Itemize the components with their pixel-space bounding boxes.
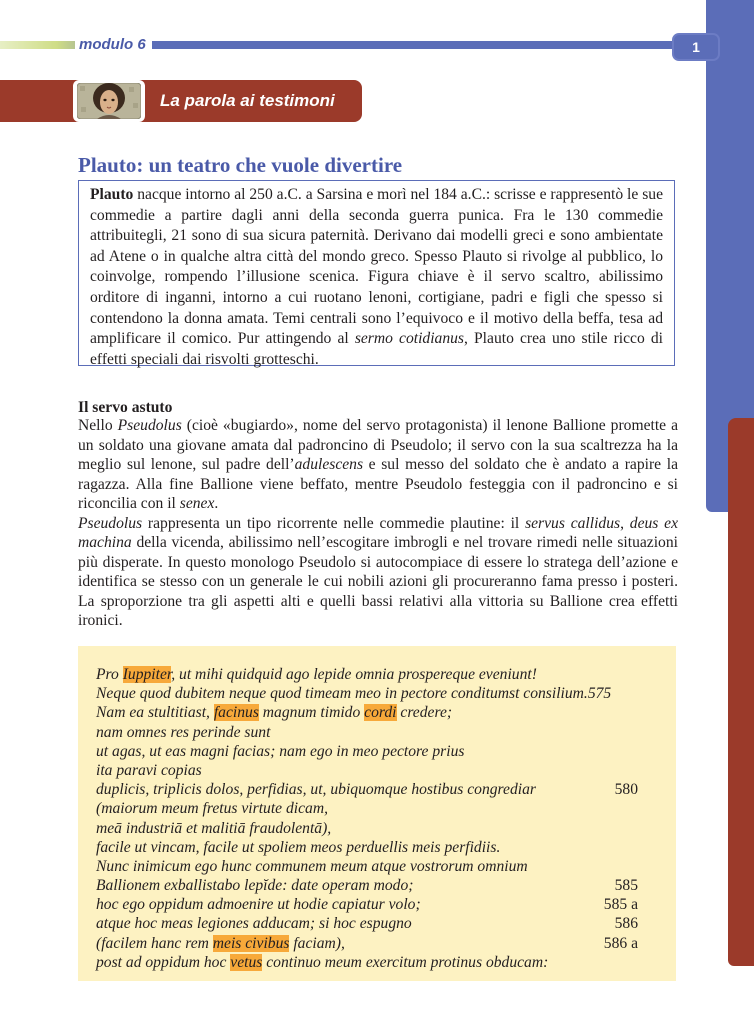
text-run: della vicenda, abilissimo nell’escogitare imbrogli e nel trovare rimedi nelle situazioni più disperate. In questo monologo Pseudolo si autocompiace di essere lo stratega dell’azione e identifica se stesso con un generale le cui nobili azioni gli procureranno fama presso i posteri. La sproporzione tra gli aspetti alti e quelli bassi relativi alla vittoria su Ballione crea effetti ironici.: [78, 534, 678, 629]
verse-text: magnum timido: [258, 704, 365, 722]
side-tab-red: [728, 418, 754, 966]
italic-term: Pseudolus: [78, 514, 143, 532]
intro-italic-term: sermo cotidianus: [354, 330, 465, 348]
verse-line: [96, 953, 638, 972]
verse-text: Neque quod dubitem neque quod timeam meo in pectore conditumst consilium.575: [96, 685, 612, 703]
verse-text: , ut mihi quidquid ago lepide omnia prospereque eveniunt!: [171, 666, 537, 683]
verse-line: [96, 934, 638, 953]
verse-text: Pro: [96, 666, 123, 683]
section-body: [78, 416, 678, 631]
verse-text: ut agas, ut eas magni facias; nam ego in meo pectore prius: [96, 742, 465, 760]
highlighted-word: meis civibus: [212, 934, 290, 952]
line-number: 586 a: [603, 934, 638, 952]
verse-line: [96, 665, 638, 684]
verse-line: [96, 857, 638, 876]
text-run: Nello: [78, 417, 118, 434]
verse-line: [96, 703, 638, 722]
verse-text: hoc ego oppidum admoenire ut hodie capiatur volo;: [96, 896, 421, 914]
highlighted-word: Iuppiter: [122, 666, 172, 683]
highlighted-word: facinus: [213, 704, 259, 722]
highlighted-word: vetus: [230, 953, 263, 971]
text-run: .: [214, 495, 219, 512]
verse-line: [96, 819, 638, 838]
verse-line: [96, 895, 638, 914]
verse-line: [96, 876, 638, 895]
verse-line: [96, 780, 638, 799]
section-paragraph: [78, 514, 678, 631]
verse-text: facile ut vincam, facile ut spoliem meos perduellis meis perfidiis.: [96, 838, 501, 856]
italic-term: Pseudolus: [117, 417, 182, 434]
text-run: e sul messo del soldato che è andato a rapire la ragazza. Alla fine Ballione viene beffato, mentre Pseudolo festeggia con il padroncino e si riconcilia con il: [78, 456, 678, 512]
line-number: 586: [614, 915, 638, 933]
verse-text: nam omnes res perinde sunt: [96, 723, 271, 741]
intro-box: [78, 180, 675, 366]
verse-line: [96, 761, 638, 780]
mosaic-portrait-image: [73, 80, 145, 122]
text-run: (cioè «bugiardo», nome del servo protagonista) il lenone Ballione promette a un soldato una giovane amata dal padroncino di Pseudolo; il servo con la sua scaltrezza ha la meglio sul lenone, sul padre dell’: [78, 417, 678, 473]
article-title: Plauto: un teatro che vuole divertire: [78, 153, 403, 177]
italic-term: deus ex machina: [78, 514, 679, 551]
verse-line: [96, 742, 638, 761]
intro-text: nacque intorno al 250 a.C. a Sarsina e morì nel 184 a.C.: scrisse e rappresentò le sue commedie a partire dagli anni della seconda guerra punica. Fra le 130 commedie attribuitegli, 21 sono di sua sicura paternità. Derivano dai modelli greci e sono ambientate ad Atene o in qualche altra città del mondo greco. Spesso Plauto si rivolge al pubblico, lo coinvolge, rompendo l’illusione scenica. Figura chiave è il servo scaltro, abilissimo orditore di inganni, intorno a cui ruotano lenoni, cortigiane, padri e figli che spesso si contendono la donna amata. Temi centrali sono l’equivoco e il motivo della beffa, tesa ad amplificare il comico. Pur attingendo al: [90, 186, 663, 348]
verse-text: duplicis, triplicis dolos, perfidias, ut, ubiquomque hostibus congrediar: [96, 781, 536, 799]
intro-text-end: , Plauto crea uno stile ricco di effetti speciali dai risvolti grotteschi.: [90, 330, 663, 368]
section-heading: Il servo astuto: [78, 399, 173, 416]
italic-term: adulescens: [294, 456, 364, 473]
verse-text: faciam),: [289, 934, 345, 952]
italic-term: senex: [179, 495, 215, 512]
page-number-badge: 1: [672, 33, 720, 61]
verse-line: [96, 684, 638, 703]
section-paragraph: [78, 416, 678, 514]
verse-text: post ad oppidum hoc: [96, 953, 231, 971]
verse-line: [96, 914, 638, 933]
verse-text: ita paravi copias: [96, 761, 202, 779]
verse-text: Ballionem exballistabo lepĭde: date operam modo;: [96, 877, 414, 895]
italic-term: servus callidus: [525, 514, 621, 532]
line-number: 585: [614, 877, 638, 895]
verse-text: Nunc inimicum ego hunc communem meum atque vostrorum omnium: [96, 857, 528, 875]
verse-text: meā industriā et malitiā fraudolentā),: [96, 819, 332, 837]
latin-text: [96, 665, 638, 972]
banner-title: La parola ai testimoni: [160, 91, 335, 110]
verse-text: Nam ea stultitiast,: [96, 704, 214, 722]
verse-line: [96, 723, 638, 742]
verse-text: atque hoc meas legiones adducam; si hoc espugno: [96, 915, 412, 933]
text-run: rappresenta un tipo ricorrente nelle commedie plautine: il: [142, 514, 526, 532]
text-run: ,: [620, 514, 630, 532]
verse-text: continuo meum exercitum protinus obducam:: [262, 953, 549, 971]
intro-lead: Plauto: [90, 186, 134, 203]
verse-text: (maiorum meum fretus virtute dicam,: [96, 800, 328, 818]
verse-text: credere;: [396, 704, 453, 722]
line-number: 585 a: [603, 896, 638, 914]
verse-text: (facilem hanc rem: [96, 934, 213, 952]
line-number: 580: [614, 781, 638, 799]
verse-line: [96, 838, 638, 857]
verse-line: [96, 799, 638, 818]
module-label: modulo 6: [75, 35, 152, 55]
highlighted-word: cordi: [364, 704, 397, 722]
